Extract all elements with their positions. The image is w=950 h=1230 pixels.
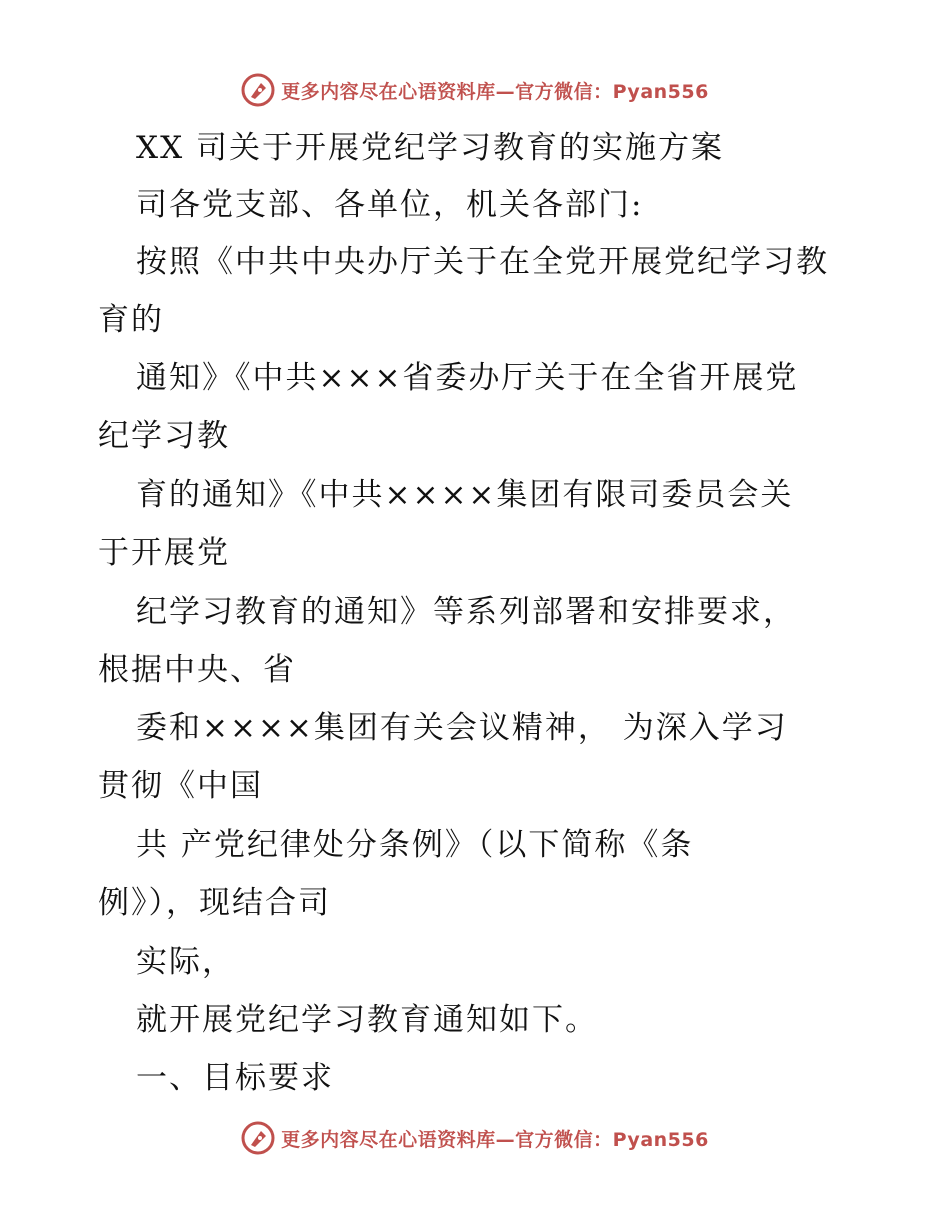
body-line: 纪学习教 xyxy=(98,418,230,454)
section-heading: 一、目标要求 xyxy=(136,1060,334,1096)
body-line: 按照《中共中央办厅关于在全党开展党纪学习教 xyxy=(136,244,829,280)
body-line: 就开展党纪学习教育通知如下。 xyxy=(136,1002,598,1038)
body-line: 实际， xyxy=(136,944,235,980)
pen-nib-logo-icon xyxy=(241,1121,275,1155)
header-watermark xyxy=(0,70,950,110)
document-title: XX 司关于开展党纪学习教育的实施方案 xyxy=(136,130,724,166)
body-line: 贯彻《中国 xyxy=(98,768,263,804)
watermark-text: 更多内容尽在心语资料库—官方微信：Pyan556 xyxy=(281,1128,709,1151)
body-line: 纪学习教育的通知》等系列部署和安排要求， xyxy=(136,594,796,630)
body-line: 例》），现结合司 xyxy=(98,885,331,921)
body-line: 委和××××集团有关会议精神， 为深入学习 xyxy=(136,710,788,746)
body-line: 育的 xyxy=(98,302,164,338)
body-line: 通知》《中共×××省委办厅关于在全省开展党 xyxy=(136,360,799,396)
footer-watermark xyxy=(0,1118,950,1158)
body-line: 育的通知》《中共××××集团有限司委员会关 xyxy=(136,477,794,513)
salutation: 司各党支部、各单位，机关各部门: xyxy=(136,187,644,223)
body-line: 共 产党纪律处分条例》（以下简称《条 xyxy=(136,827,694,863)
body-line: 根据中央、省 xyxy=(98,652,296,688)
pen-nib-logo-icon xyxy=(241,73,275,107)
body-line: 于开展党 xyxy=(98,535,230,571)
watermark-text: 更多内容尽在心语资料库—官方微信：Pyan556 xyxy=(281,80,709,103)
